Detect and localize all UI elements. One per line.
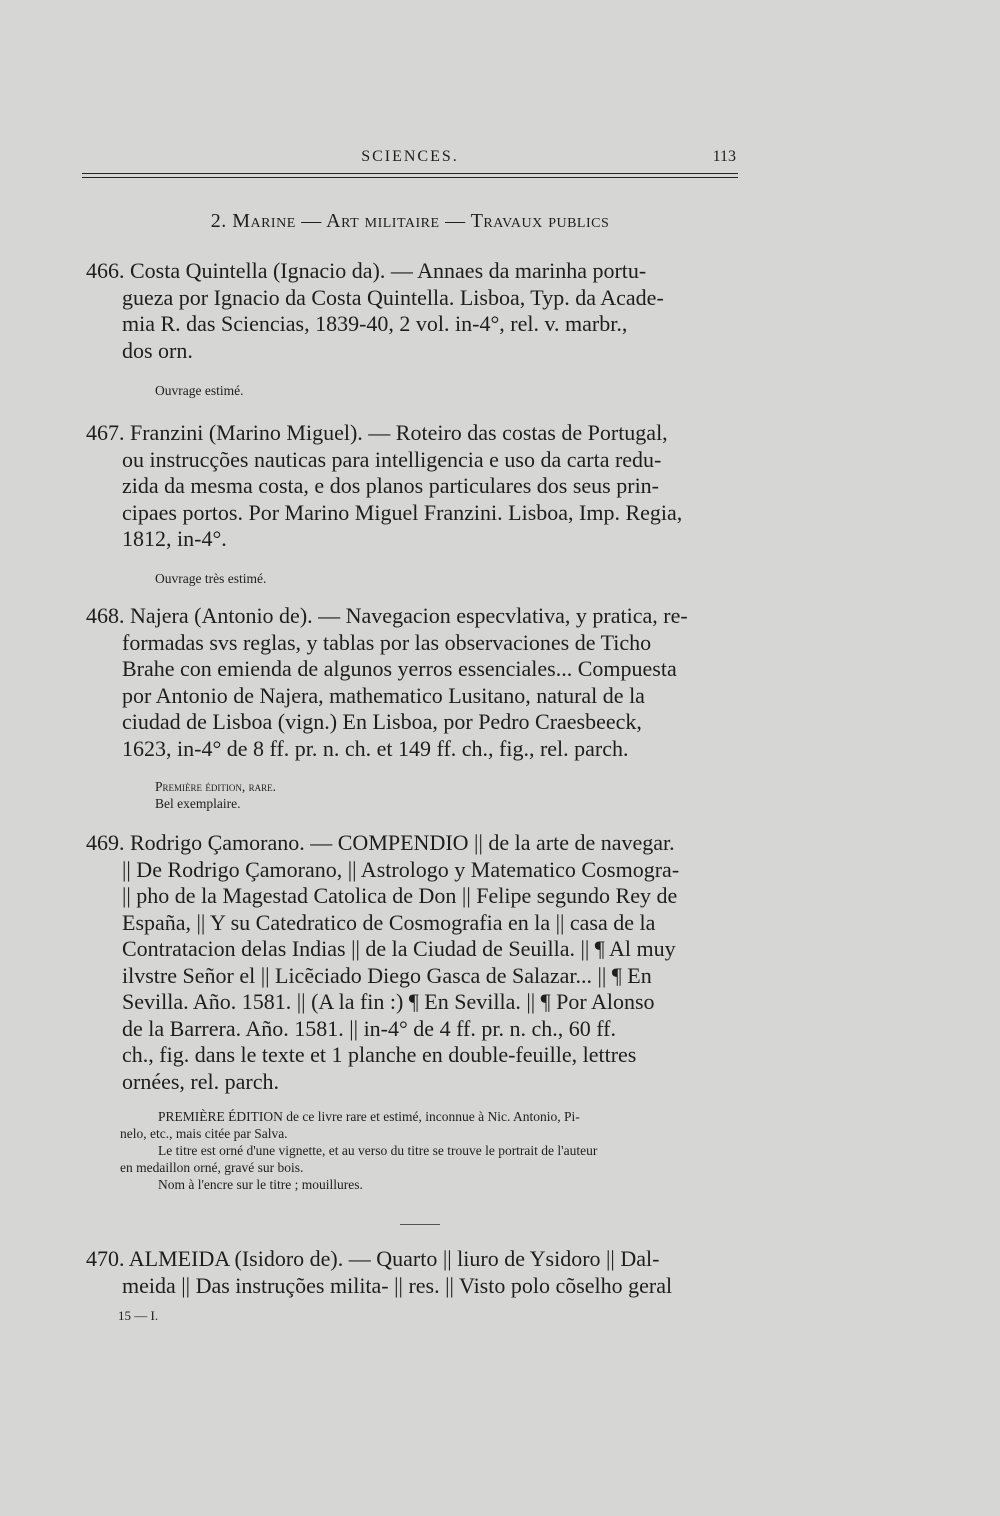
entry-note: Ouvrage très estimé. xyxy=(155,571,267,586)
entry-note: Ouvrage estimé. xyxy=(155,383,244,398)
entry-note-block xyxy=(120,1108,760,1193)
entry-line: España, || Y su Catedratico de Cosmografia en la || casa de la xyxy=(122,909,656,935)
entry-note: nelo, etc., mais citée par Salva. xyxy=(120,1126,288,1141)
entry-note: PREMIÈRE ÉDITION de ce livre rare et estimé, inconnue à Nic. Antonio, Pi- xyxy=(158,1109,580,1124)
entry-note: Le titre est orné d'une vignette, et au verso du titre se trouve le portrait de l'auteur xyxy=(158,1143,598,1158)
section-heading: 2. Marine — Art militaire — Travaux publics xyxy=(210,210,610,232)
catalog-entry-466 xyxy=(86,258,758,364)
running-title: SCIENCES. xyxy=(361,148,459,165)
entry-line: Brahe con emienda de algunos yerros essenciales... Compuesta xyxy=(122,656,677,681)
entry-line: ou instrucções nauticas para intelligencia e uso da carta redu- xyxy=(122,446,662,472)
entry-line: formadas svs reglas, y tablas por las observaciones de Ticho xyxy=(122,629,652,655)
entry-line: 1623, in-4° de 8 ff. pr. n. ch. et 149 ff. ch., fig., rel. parch. xyxy=(122,735,629,761)
entry-note: Première édition, rare. xyxy=(155,779,276,794)
catalog-entry-468 xyxy=(86,603,758,762)
entry-line: 1812, in-4°. xyxy=(122,526,227,551)
entry-line: dos orn. xyxy=(122,337,193,363)
entry-line: gueza por Ignacio da Costa Quintella. Lisboa, Typ. da Acade- xyxy=(122,284,664,310)
entry-line: 466. Costa Quintella (Ignacio da). — Annaes da marinha portu- xyxy=(86,258,647,283)
entry-line: zida da mesma costa, e dos planos particulares dos seus prin- xyxy=(122,473,660,498)
entry-note: en medaillon orné, gravé sur bois. xyxy=(120,1160,304,1175)
entry-line: ch., fig. dans le texte et 1 planche en double-feuille, lettres xyxy=(122,1042,637,1067)
entry-line: ciudad de Lisboa (vign.) En Lisboa, por Pedro Craesbeeck, xyxy=(122,709,642,734)
catalog-entry-467 xyxy=(86,420,758,553)
header-rule xyxy=(82,177,738,178)
entry-line: de la Barrera. Año. 1581. || in-4° de 4 ff. pr. n. ch., 60 ff. xyxy=(122,1015,616,1041)
page-number: 113 xyxy=(712,148,736,165)
entry-line: mia R. das Sciencias, 1839-40, 2 vol. in-4°, rel. v. marbr., xyxy=(122,311,628,336)
entry-line: 468. Najera (Antonio de). — Navegacion especvlativa, y pratica, re- xyxy=(86,603,688,628)
catalog-entry-470 xyxy=(86,1246,758,1299)
entry-note-block xyxy=(155,778,755,812)
entry-line: 467. Franzini (Marino Miguel). — Roteiro das costas de Portugal, xyxy=(86,420,668,445)
signature-mark: 15 — I. xyxy=(118,1308,159,1323)
entry-line: || De Rodrigo Çamorano, || Astrologo y Matematico Cosmogra- xyxy=(122,856,680,882)
entry-line: || pho de la Magestad Catolica de Don || Felipe segundo Rey de xyxy=(122,883,678,908)
entry-note: Bel exemplaire. xyxy=(155,796,241,811)
entry-line: Contratacion delas Indias || de la Ciudad de Seuilla. || ¶ Al muy xyxy=(122,936,676,961)
entry-line: 470. ALMEIDA (Isidoro de). — Quarto || liuro de Ysidoro || Dal- xyxy=(86,1246,660,1271)
entry-line: por Antonio de Najera, mathematico Lusitano, natural de la xyxy=(122,682,645,708)
entry-line: cipaes portos. Por Marino Miguel Franzini. Lisboa, Imp. Regia, xyxy=(122,499,683,525)
entry-note: Nom à l'encre sur le titre ; mouillures. xyxy=(158,1177,363,1192)
running-header xyxy=(82,148,738,172)
header-rule xyxy=(82,173,738,174)
catalog-entry-469 xyxy=(86,830,758,1095)
separator-rule xyxy=(400,1224,440,1225)
entry-line: 469. Rodrigo Çamorano. — COMPENDIO || de la arte de navegar. xyxy=(86,830,675,855)
entry-line: ornées, rel. parch. xyxy=(122,1068,279,1094)
entry-line: meida || Das instruções milita- || res. || Visto polo cõselho geral xyxy=(122,1272,673,1298)
entry-line: Sevilla. Año. 1581. || (A la fin :) ¶ En Sevilla. || ¶ Por Alonso xyxy=(122,989,655,1014)
entry-line: ilvstre Señor el || Licẽciado Diego Gasca de Salazar... || ¶ En xyxy=(122,962,652,988)
